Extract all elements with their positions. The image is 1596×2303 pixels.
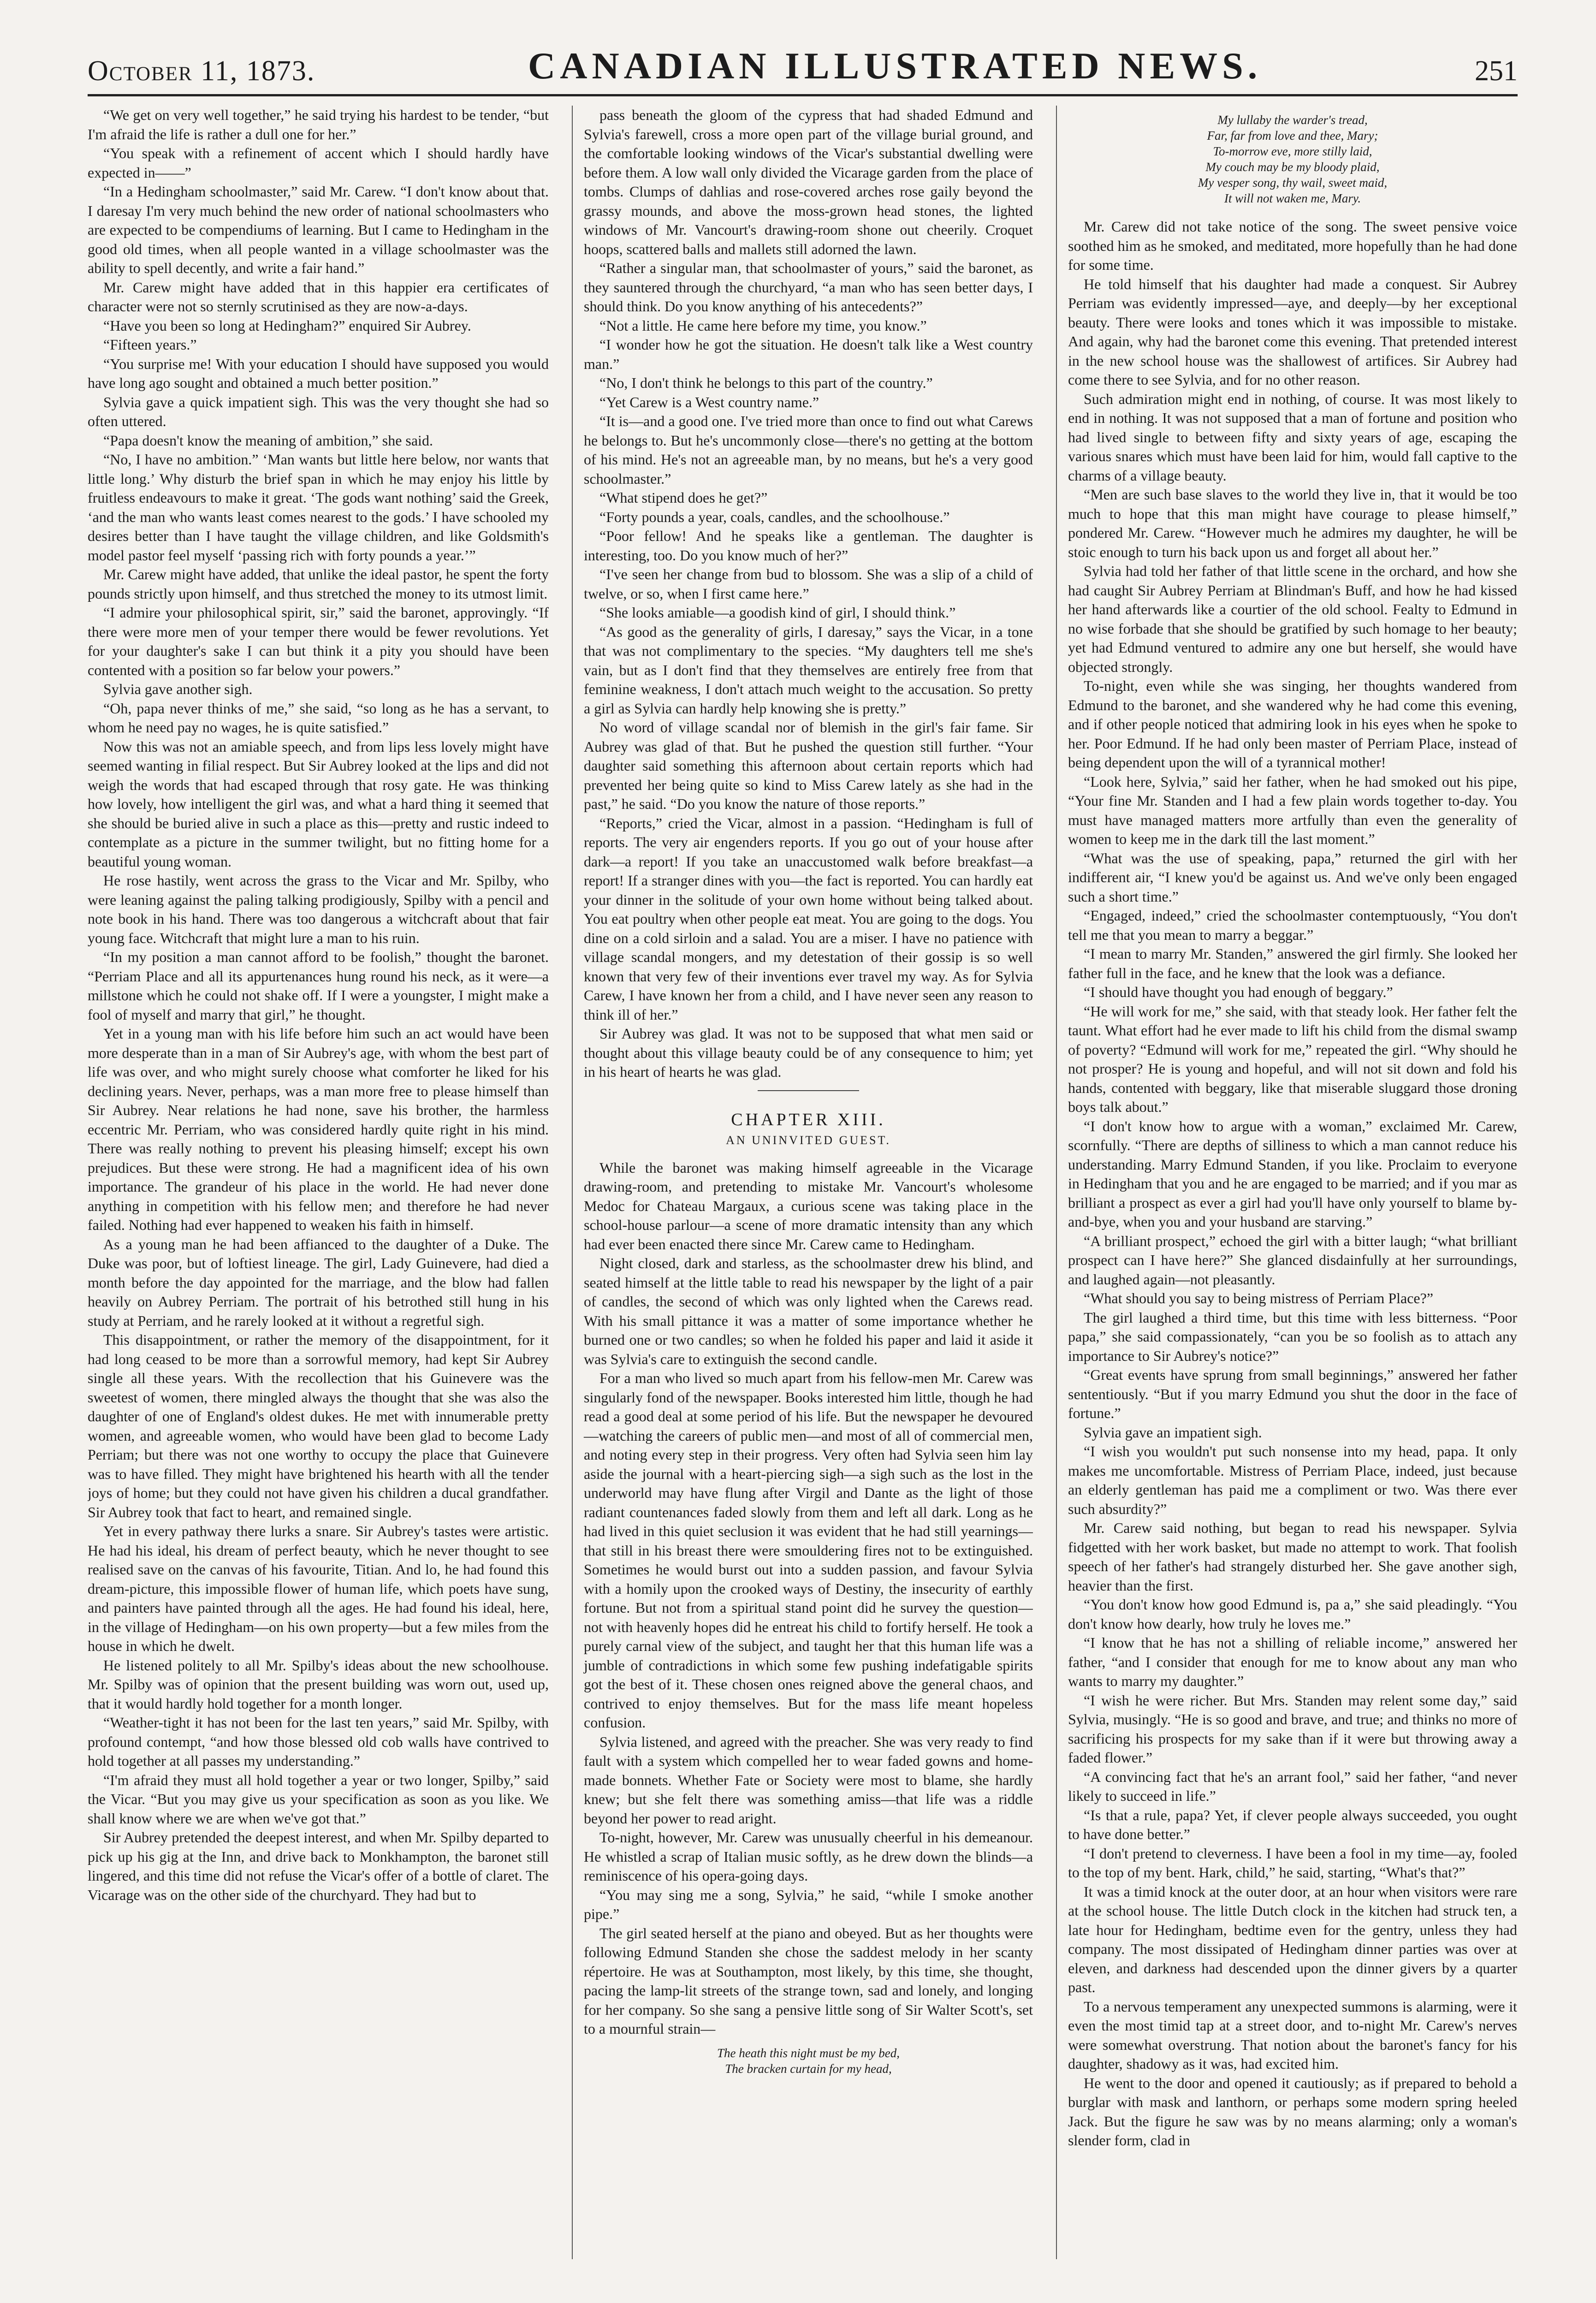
issue-date: October 11, 1873. — [88, 55, 315, 87]
paragraph: “Not a little. He came here before my time, you know.” — [599, 317, 927, 334]
paragraph: Mr. Carew might have added, that unlike the ideal pastor, he spent the forty pounds strictly upon himself, and thus stretched the money to its utmost limit. — [88, 566, 549, 602]
paragraph: Mr. Carew did not take notice of the song. The sweet pensive voice soothed him as he smoked, and meditated, more hopefully than he had done for some time. — [1068, 218, 1517, 273]
paragraph: Sylvia listened, and agreed with the preacher. She was very ready to find fault with a system which compelled her to wear faded gowns and home-made bonnets. Whether Fate or Society were most to blame, she hardly knew; but she felt there was something amiss—that life was a riddle beyond her power to read aright. — [584, 1733, 1033, 1827]
paragraph: “What should you say to being mistress of Perriam Place?” — [1084, 1290, 1434, 1306]
paragraph: Yet in a young man with his life before him such an act would have been more desperate than in a man of Sir Aubrey's age, with whom the best part of life was over, and who might surely choose what comforter he liked for his declining years. Never, perhaps, was a man more free to please himself than Sir Aubrey. Near relations he had none, save his brother, the harmless eccentric Mr. Perriam, who was considered hardly quite right in his mind. There was really nothing to prevent his pleasing himself; except his own prejudices. But these were strong. He had a magnificent idea of his own importance. The grandeur of his place in the world. He had never done anything in competition with his fellow men; and therefore he had never failed. Nothing had ever happened to weaken his faith in himself. — [88, 1025, 549, 1233]
paragraph: “Papa doesn't know the meaning of ambition,” she said. — [103, 432, 433, 449]
paragraph: “Oh, papa never thinks of me,” she said, “so long as he has a servant, to whom he need pay no wages, he is quite satisfied.” — [88, 700, 549, 736]
masthead — [88, 32, 1518, 96]
paragraph: As a young man he had been affianced to the daughter of a Duke. The Duke was poor, but of loftiest lineage. The girl, Lady Guinevere, had died a month before the day appointed for the marriage, and the blow had fallen heavily on Aubrey Perriam. The portrait of his betrothed still hung in his study at Perriam, and he rarely looked at it without a regretful sigh. — [88, 1235, 549, 1329]
paragraph: “I'm afraid they must all hold together a year or two longer, Spilby,” said the Vicar. “But you may give us your specification as soon as you like. We shall know where we are when we've got that.” — [88, 1771, 549, 1827]
verse-line: The heath this night must be my bed, — [717, 2046, 900, 2060]
column-2-part-1 — [584, 106, 1033, 1082]
paragraph: Sylvia had told her father of that little scene in the orchard, and how she had caught Sir Aubrey Perriam at Blindman's Buff, and how he had kissed her hand afterwards like a courtier of the old school. Fealty to Edmund in no wise forbade that she should be gratified by such homage to her beauty; yet had Edmund ventured to admire any one but herself, she would have objected strongly. — [1068, 563, 1517, 675]
column-2 — [572, 106, 1033, 2259]
paragraph: Yet in every pathway there lurks a snare. Sir Aubrey's tastes were artistic. He had his ideal, his dream of perfect beauty, which he never thought to see realised save on the canvas of his favourite, Titian. And lo, he had found this dream-picture, this impossible flower of human life, which poets have sung, and painters have painted through all the ages. He had found his ideal, here, in the village of Hedingham—on his own property—but a few miles from the house in which he dwelt. — [88, 1523, 549, 1654]
paragraph: “I admire your philosophical spirit, sir,” said the baronet, approvingly. “If there were more men of your temper there would be fewer revolutions. Yet for your daughter's sake I can but think it a pity you should have been contented with a position so far below your powers.” — [88, 604, 549, 678]
paragraph: “I've seen her change from bud to blossom. She was a slip of a child of twelve, or so, when I first came here.” — [584, 566, 1033, 602]
paragraph: “I mean to marry Mr. Standen,” answered the girl firmly. She looked her father full in the face, and he knew that the look was a defiance. — [1068, 945, 1517, 981]
column-2-part-2 — [584, 1158, 1033, 2039]
paragraph: “Yet Carew is a West country name.” — [599, 393, 819, 410]
paragraph: “It is—and a good one. I've tried more than once to find out what Carews he belongs to. But he's uncommonly close—there's no getting at the bottom of his mind. He's not an agreeable man, by no means, but he's a very good schoolmaster.” — [584, 413, 1033, 487]
paragraph: “We get on very well together,” he said trying his hardest to be tender, “but I'm afraid the life is rather a dull one for her.” — [88, 107, 549, 142]
paragraph: “I wish you wouldn't put such nonsense into my head, papa. It only makes me uncomfortable. Mistress of Perriam Place, indeed, just because an elderly gentleman has paid me a compliment or two. Was there ever such absurdity?” — [1068, 1443, 1517, 1517]
paragraph: “You speak with a refinement of accent which I should hardly have expected in——” — [88, 145, 549, 181]
paragraph: “Rather a singular man, that schoolmaster of yours,” said the baronet, as they sauntered through the churchyard, “a man who has seen better days, I should think. Do you know anything of his antecedents?” — [584, 260, 1033, 315]
paragraph: “You don't know how good Edmund is, pa a,” she said pleadingly. “You don't know how dearly, how truly he loves me.” — [1068, 1596, 1517, 1632]
paragraph: “He will work for me,” she said, with that steady look. Her father felt the taunt. What effort had he ever made to lift his child from the dismal swamp of poverty? “Edmund will work for me,” repeated the girl. “Why should he not prosper? He is young and hopeful, and will not sit down and fold his hands, contented with beggary, like that miserable sluggard those droning boys talk about.” — [1068, 1003, 1517, 1115]
paragraph: “Engaged, indeed,” cried the schoolmaster contemptuously, “You don't tell me that you mean to marry a beggar.” — [1068, 907, 1517, 943]
paragraph: “Poor fellow! And he speaks like a gentleman. The daughter is interesting, too. Do you know much of her?” — [584, 528, 1033, 564]
paragraph: “Great events have sprung from small beginnings,” answered her father sententiously. “But if you marry Edmund you shut the door in the face of fortune.” — [1068, 1366, 1517, 1421]
paragraph: While the baronet was making himself agreeable in the Vicarage drawing-room, and pretending to mistake Mr. Vancourt's wholesome Medoc for Chateau Margaux, a curious scene was taking place in the school-house parlour—a scene of more dramatic intensity than any which had ever been enacted there since Mr. Carew came to Hedingham. — [584, 1159, 1033, 1252]
paragraph: “I wonder how he got the situation. He doesn't talk like a West country man.” — [584, 336, 1033, 372]
verse-line: To-morrow eve, more stilly laid, — [1213, 144, 1372, 158]
paragraph: “I don't know how to argue with a woman,” exclaimed Mr. Carew, scornfully. “There are depths of silliness to which a man cannot reduce his understanding. Marry Edmund Standen, if you like. Proclaim to everyone in Hedingham that you and he are engaged to be married; and if you mar as brilliant a prospect as ever a girl had you'll have only yourself to blame by-and-bye, when you and your husband are starving.” — [1068, 1117, 1517, 1230]
paragraph: “Forty pounds a year, coals, candles, and the schoolhouse.” — [599, 508, 950, 525]
newspaper-title: CANADIAN ILLUSTRATED NEWS. — [528, 45, 1262, 87]
paragraph: “Look here, Sylvia,” said her father, when he had smoked out his pipe, “Your fine Mr. Standen and I had a few plain words together to-day. You must have managed matters more artfully than even the generality of women to keep me in the dark till the last moment.” — [1068, 773, 1517, 847]
paragraph: To a nervous temperament any unexpected summons is alarming, were it even the most timid tap at a street door, and to-night Mr. Carew's nerves were somewhat overstrung. That notion about the baronet's fancy for his daughter, shadowy as it was, had excited him. — [1068, 1998, 1517, 2072]
verse-line: My vesper song, thy wail, sweet maid, — [1198, 176, 1388, 190]
paragraph: “As good as the generality of girls, I daresay,” says the Vicar, in a tone that was not complimentary to the species. “My daughters tell me she's vain, but as I don't find that they themselves are entirely free from that feminine weakness, I don't attach much weight to the accusation. So pretty a girl as Sylvia can hardly help knowing she is pretty.” — [584, 623, 1033, 717]
paragraph: “Men are such base slaves to the world they live in, that it would be too much to hope that this man might have courage to please himself,” pondered Mr. Carew. “However much he admires my daughter, he will be stoic enough to turn his back upon us and forget all about her.” — [1068, 486, 1517, 560]
paragraph: “Weather-tight it has not been for the last ten years,” said Mr. Spilby, with profound contempt, “and how those blessed old cob walls have contrived to hold together at all passes my understanding.” — [88, 1714, 549, 1769]
paragraph: He rose hastily, went across the grass to the Vicar and Mr. Spilby, who were leaning against the paling talking prodigiously, Spilby with a pencil and note book in his hand. There was too dangerous a witchcraft about that fair young face. Witchcraft that might lure a man to his ruin. — [88, 872, 549, 946]
paragraph: He went to the door and opened it cautiously; as if prepared to behold a burglar with mask and lanthorn, or perhaps some modern spring heeled Jack. But the figure he saw was by no means alarming; only a woman's slender form, clad in — [1068, 2074, 1517, 2149]
column-1 — [88, 106, 549, 2259]
paragraph: pass beneath the gloom of the cypress that had shaded Edmund and Sylvia's farewell, cross a more open part of the village burial ground, and the comfortable looking windows of the Vicar's substantial dwelling were before them. A low wall only divided the Vicarage garden from the place of tombs. Clumps of dahlias and rose-covered arches rose gaily beyond the grassy mounds, and above the moss-grown head stones, the lighted windows of Mr. Vancourt's drawing-room shone out cheerily. Croquet hoops, scattered balls and mallets still adorned the lawn. — [584, 107, 1033, 257]
paragraph: The girl seated herself at the piano and obeyed. But as her thoughts were following Edmund Standen she chose the saddest melody in her scanty répertoire. He was at Southampton, most likely, by this time, she thought, pacing the lamp-lit streets of the strange town, sad and lonely, and longing for her company. So she sang a pensive little song of Sir Walter Scott's, set to a mournful strain— — [584, 1924, 1033, 2037]
paragraph: “What was the use of speaking, papa,” returned the girl with her indifferent air, “I knew you'd be against us. And we've only been engaged such a short time.” — [1068, 849, 1517, 905]
paragraph: Sir Aubrey pretended the deepest interest, and when Mr. Spilby departed to pick up his gig at the Inn, and drive back to Monkhampton, the baronet still lingered, and this time did not refuse the Vicar's offer of a bottle of claret. The Vicarage was on the other side of the churchyard. They had but to — [88, 1829, 549, 1903]
paragraph: “Is that a rule, papa? Yet, if clever people always succeeded, you ought to have done better.” — [1068, 1806, 1517, 1842]
paragraph: Such admiration might end in nothing, of course. It was most likely to end in nothing. It was not supposed that a man of fortune and position who had lived single to between fifty and sixty years of age, escaping the various snares which must have been laid for him, would fall captive to the charms of a village beauty. — [1068, 390, 1517, 484]
paragraph: Night closed, dark and starless, as the schoolmaster drew his blind, and seated himself at the little table to read his newspaper by the light of a pair of candles, the second of which was only lighted when the Carews read. With his small pittance it was a matter of some importance whether he burned one or two candles; so when he folded his paper and laid it aside it was Sylvia's care to extinguish the second candle. — [584, 1255, 1033, 1367]
paragraph: This disappointment, or rather the memory of the disappointment, for it had long ceased to be more than a sorrowful memory, had kept Sir Aubrey single all these years. With the recollection that his Guinevere was the sweetest of women, there mingled always the thought that she was also the daughter of one of England's oldest dukes. He met with innumerable pretty women, and agreeable women, who would have been glad to become Lady Perriam; but there was not one worthy to occupy the place that Guinevere was to have filled. They might have brightened his hearth with all the tender joys of home; but they could not have given his children a ducal grandfather. Sir Aubrey took that fact to heart, and remained single. — [88, 1331, 549, 1520]
chapter-heading: CHAPTER XIII. — [731, 1110, 886, 1129]
paragraph: “A convincing fact that he's an arrant fool,” said her father, “and never likely to succeed in life.” — [1068, 1768, 1517, 1804]
column-3 — [1056, 106, 1517, 2259]
paragraph: “Reports,” cried the Vicar, almost in a passion. “Hedingham is full of reports. The very air engenders reports. If you go out of your house after dark—a report! If you take an unaccustomed walk before breakfast—a report! If a stranger dines with you—the fact is reported. You can hardly eat your dinner in the solitude of your own home without being talked about. You eat poultry when other people eat meat. You are going to the dogs. You dine on a cold sirloin and a salad. You are a miser. I have no patience with village scandal mongers, and my detestation of their gossip is so well known that very few of their inventions ever travel my way. As for Sylvia Carew, I have known her from a child, and I have never seen any reason to think ill of her.” — [584, 814, 1033, 1023]
paragraph: “You may sing me a song, Sylvia,” he said, “while I smoke another pipe.” — [584, 1886, 1033, 1922]
verse-line: My lullaby the warder's tread, — [1217, 113, 1368, 127]
paragraph: “In my position a man cannot afford to be foolish,” thought the baronet. “Perriam Place and all its appurtenances hung round his neck, as it were—a millstone which he could not shake off. If I were a youngster, I might make a fool of myself and marry that girl,” he thought. — [88, 949, 549, 1023]
paragraph: “No, I don't think he belongs to this part of the country.” — [599, 374, 933, 391]
column-3-body — [1068, 217, 1517, 2150]
paragraph: Sir Aubrey was glad. It was not to be supposed that what men said or thought about this village beauty could be of any consequence to him; yet in his heart of hearts he was glad. — [584, 1025, 1033, 1080]
paragraph: “Fifteen years.” — [103, 336, 197, 353]
paragraph: “I know that he has not a shilling of reliable income,” answered her father, “and I consider that enough for me to know about any man who wants to marry my daughter.” — [1068, 1634, 1517, 1689]
chapter-subtitle: AN UNINVITED GUEST. — [726, 1133, 891, 1147]
verse-line: My couch may be my bloody plaid, — [1205, 160, 1380, 174]
verse-fragment — [584, 2045, 1033, 2077]
verse-line: It will not waken me, Mary. — [1224, 191, 1361, 205]
verse-line: The bracken curtain for my head, — [725, 2061, 892, 2076]
paragraph: He told himself that his daughter had made a conquest. Sir Aubrey Perriam was evidently impressed—aye, and deeply—by her exceptional beauty. There were looks and tones which it was impossible to mistake. And again, why had the baronet come this evening. That pretended interest in the new school house was the shallowest of artifices. Sir Aubrey had come there to see Sylvia, and for no other reason. — [1068, 275, 1517, 388]
page-number: 251 — [1474, 55, 1518, 87]
verse-continuation — [1068, 112, 1517, 206]
paragraph: For a man who lived so much apart from his fellow-men Mr. Carew was singularly fond of the newspaper. Books interested him little, though he had read a good deal at some period of his life. But the newspaper he devoured—watching the careers of public men—and most of all of commercial men, and noting every step in their progress. Very often had Sylvia seen him lay aside the journal with a heart-piercing sigh—a sigh such as the lost in the underworld may have flung after Virgil and Dante as the light of those radiant countenances faded slowly from them and left all dark. Long as he had lived in this quiet seclusion it was evident that he had still yearnings—that still in his breast there were smouldering fires not to be extinguished. Sometimes he would burst out into a sudden passion, and favour Sylvia with a homily upon the crooked ways of Destiny, the insecurity of earthly fortune. But not from a spiritual stand point did he survey the question—not with heavenly hopes did he entreat his child to fortify herself. He took a purely carnal view of the subject, and taught her that this human life was a jumble of contradictions in which some few pushing indefatigable spirits got the best of it. These chosen ones reigned above the general chaos, and contrived to enjoy themselves. But for the mass life meant hopeless confusion. — [584, 1370, 1033, 1731]
paragraph: Mr. Carew might have added that in this happier era certificates of character were not so sternly scrutinised as they are now-a-days. — [88, 279, 549, 315]
paragraph: Now this was not an amiable speech, and from lips less lovely might have seemed wanting in filial respect. But Sir Aubrey looked at the lips and did not weigh the words that had escaped through that rosy gate. He was thinking how lovely, how intelligent the girl was, and what a hard thing it seemed that she should be buried alive in such a place as this—pretty and rustic indeed to contemplate as a picture in the summer twilight, but no fitting home for a beautiful young woman. — [88, 738, 549, 870]
paragraph: “I should have thought you had enough of beggary.” — [1084, 984, 1393, 1000]
paragraph: “A brilliant prospect,” echoed the girl with a bitter laugh; “what brilliant prospect can I have here?” She glanced disdainfully at her surroundings, and laughed again—not pleasantly. — [1068, 1232, 1517, 1288]
paragraph: To-night, however, Mr. Carew was unusually cheerful in his demeanour. He whistled a scrap of Italian music softly, as he drew down the blinds—a reminiscence of his opera-going days. — [584, 1829, 1033, 1884]
paragraph: “She looks amiable—a goodish kind of girl, I should think.” — [599, 604, 956, 621]
paragraph: “You surprise me! With your education I should have supposed you would have long ago sought and obtained a much better position.” — [88, 355, 549, 391]
chapter-rule — [758, 1090, 859, 1091]
paragraph: “Have you been so long at Hedingham?” enquired Sir Aubrey. — [103, 317, 471, 334]
paragraph: No word of village scandal nor of blemish in the girl's fair fame. Sir Aubrey was glad of that. But he pushed the question still further. “Your daughter said something this afternoon about certain reports which had prevented her being quite so kind to Miss Carew lately as she had in the past,” he said. “Do you know the nature of those reports.” — [584, 719, 1033, 812]
paragraph: “I don't pretend to cleverness. I have been a fool in my time—ay, fooled to the top of my bent. Hark, child,” he said, starting, “What's that?” — [1068, 1845, 1517, 1881]
paragraph: “I wish he were richer. But Mrs. Standen may relent some day,” said Sylvia, musingly. “He is so good and brave, and true; and thinks no more of sacrificing his prospects for my sake than if it were but throwing away a faded flower.” — [1068, 1692, 1517, 1766]
paragraph: Mr. Carew said nothing, but began to read his newspaper. Sylvia fidgetted with her work basket, but made no attempt to work. That foolish speech of her father's had strangely disturbed her. She gave another sigh, heavier than the first. — [1068, 1520, 1517, 1594]
article-columns — [88, 106, 1518, 2259]
paragraph: Sylvia gave a quick impatient sigh. This was the very thought she had so often uttered. — [88, 393, 549, 429]
paragraph: He listened politely to all Mr. Spilby's ideas about the new schoolhouse. Mr. Spilby was of opinion that the present building was worn out, used up, that it would hardly hold together for a month longer. — [88, 1656, 549, 1712]
paragraph: The girl laughed a third time, but this time with less bitterness. “Poor papa,” she said compassionately, “can you be so foolish as to attach any importance to Sir Aubrey's notice?” — [1068, 1309, 1517, 1364]
paragraph: “In a Hedingham schoolmaster,” said Mr. Carew. “I don't know about that. I daresay I'm very much behind the new order of national schoolmasters who are expected to be compendiums of learning. But I came to Hedingham in the good old times, when all people wanted in a village schoolmaster was the ability to spell decently, and write a fair hand.” — [88, 183, 549, 276]
paragraph: Sylvia gave an impatient sigh. — [1084, 1424, 1262, 1441]
paragraph: Sylvia gave another sigh. — [103, 681, 253, 697]
paragraph: “What stipend does he get?” — [599, 489, 768, 506]
paragraph: To-night, even while she was singing, her thoughts wandered from Edmund to the baronet, and she wandered why he had come this evening, and if other people noticed that admiring look in his eyes when he spoke to her. Poor Edmund. If he had only been master of Perriam Place, instead of being dependent upon the will of a tyrannical mother! — [1068, 677, 1517, 771]
paragraph: “No, I have no ambition.” ‘Man wants but little here below, nor wants that little long.’ Why disturb the brief span in which he may enjoy his little by fruitless endeavours to make it great. ‘The gods want nothing’ said the Greek, ‘and the man who wants least comes nearest to the gods.’ I have schooled my desires better than I have taught the village children, and like Goldsmith's model pastor feel myself ‘passing rich with forty pounds a year.’” — [88, 451, 549, 564]
paragraph: It was a timid knock at the outer door, at an hour when visitors were rare at the school house. The little Dutch clock in the kitchen had struck ten, a late hour for Hedingham, bedtime even for the gentry, unless they had company. The most dissipated of Hedingham dinner parties was over at eleven, and darkness had descended upon the dinner givers by a quarter past. — [1068, 1883, 1517, 1995]
verse-line: Far, far from love and thee, Mary; — [1207, 129, 1378, 142]
